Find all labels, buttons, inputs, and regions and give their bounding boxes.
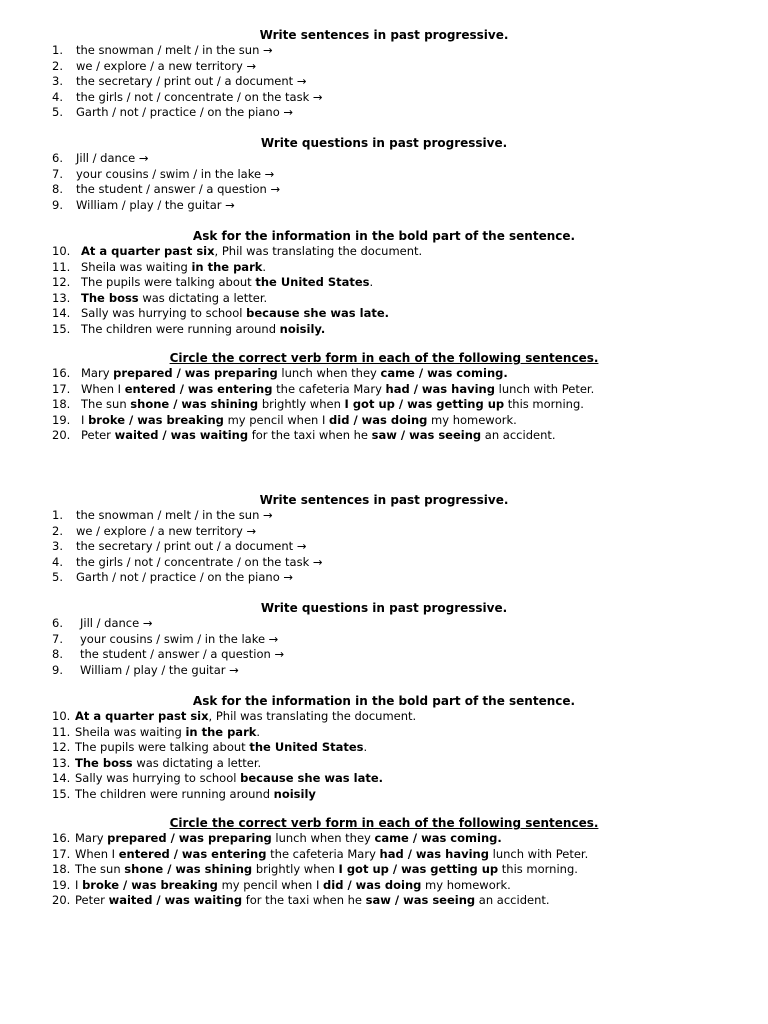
item-number: 9. [52,662,63,677]
item-number: 6. [52,151,63,165]
section-heading: Circle the correct verb form in each of the following sentences. [169,816,599,830]
item-text [80,647,284,662]
text-fragment: The sun [81,397,131,411]
item-text [75,756,261,771]
item-text [76,539,306,554]
item-number: 15. [52,321,71,336]
item-text [80,663,239,678]
item-text [76,74,306,89]
text-fragment: The sun [75,862,125,876]
item-text [81,366,508,381]
text-fragment: the student / answer / a question → [76,182,281,196]
item-number: 7. [52,631,63,646]
item-number: 3. [52,539,63,553]
item-text [75,709,416,724]
bold-fragment: broke / was breaking [82,877,218,892]
text-fragment: the girls / not / concentrate / on the task → [76,554,323,569]
item-number: 16. [52,831,71,845]
bold-fragment: had / was having [385,381,495,396]
item-number: 1. [52,43,63,57]
item-number: 16. [52,366,71,380]
item-number: 20. [52,428,71,442]
item-number: 7. [52,166,63,181]
item-text [81,428,556,443]
text-fragment: lunch with Peter. [494,381,595,396]
item-number: 10. [52,709,71,723]
item-number: 12. [52,740,71,754]
bold-fragment: broke / was breaking [88,412,224,427]
text-fragment: was dictating a letter. [138,290,268,305]
bold-fragment: The boss [75,755,133,770]
text-fragment: Peter [81,428,115,442]
bold-fragment: waited / was waiting [114,428,249,442]
item-number: 13. [52,755,71,770]
item-text [81,382,594,397]
bold-fragment: had / was having [379,846,489,861]
item-number: 15. [52,786,71,801]
bold-fragment: At a quarter past six [75,709,209,723]
text-fragment: Sheila was waiting [81,259,192,274]
item-number: 18. [52,397,71,411]
text-fragment: lunch when they [277,366,381,380]
text-fragment: Sheila was waiting [75,724,186,739]
item-number: 1. [52,508,63,522]
item-text [81,291,267,306]
text-fragment: Mary [75,831,108,845]
text-fragment: . [256,724,261,739]
item-text [81,275,373,290]
text-fragment: . [369,275,374,289]
text-fragment: we / explore / a new territory → [76,58,257,73]
text-fragment: the secretary / print out / a document → [76,74,307,88]
text-fragment: this morning. [504,397,584,411]
text-fragment: the snowman / melt / in the sun → [76,43,273,57]
item-text [76,167,274,182]
bold-fragment: because she was late. [246,306,389,320]
item-text [80,616,153,631]
bold-fragment: because she was late. [240,771,383,785]
item-number: 14. [52,306,71,320]
section-heading: Write sentences in past progressive. [259,493,509,507]
text-fragment: William / play / the guitar → [76,197,235,212]
item-number: 17. [52,846,71,861]
text-fragment: The children were running around [75,786,274,801]
item-text [81,322,325,337]
item-number: 17. [52,381,71,396]
item-text [81,306,389,321]
bold-fragment: shone / was shining [124,862,253,876]
item-text [76,105,293,120]
text-fragment: Jill / dance → [80,616,153,630]
item-number: 11. [52,724,71,739]
item-text [75,725,260,740]
bold-fragment: prepared / was preparing [113,366,278,380]
bold-fragment: shone / was shining [130,397,259,411]
text-fragment: brightly when [258,397,345,411]
item-number: 8. [52,647,63,661]
bold-fragment: did / was doing [323,877,422,892]
item-number: 4. [52,554,63,569]
item-text [76,508,273,523]
text-fragment: I [75,877,83,892]
item-text [81,397,584,412]
bold-fragment: prepared / was preparing [107,831,272,845]
text-fragment: an accident. [475,893,550,907]
text-fragment: Garth / not / practice / on the piano → [76,570,294,584]
text-fragment: The pupils were talking about [81,275,256,289]
bold-fragment: in the park [191,259,263,274]
text-fragment: William / play / the guitar → [80,662,239,677]
text-fragment: Sally was hurrying to school [81,306,247,320]
item-text [76,570,293,585]
item-number: 4. [52,89,63,104]
text-fragment: was dictating a letter. [132,755,262,770]
item-number: 20. [52,893,71,907]
item-number: 6. [52,616,63,630]
item-text [75,740,367,755]
section-heading: Write questions in past progressive. [260,136,508,150]
text-fragment: lunch with Peter. [488,846,589,861]
bold-fragment: the United States [249,740,364,754]
item-text [76,555,323,570]
item-text [76,198,235,213]
text-fragment: Jill / dance → [76,151,149,165]
item-number: 2. [52,58,63,73]
text-fragment: , Phil was translating the document. [208,709,417,723]
bold-fragment: the United States [255,275,370,289]
text-fragment: When I [75,846,119,861]
item-text [76,524,256,539]
text-fragment: brightly when [252,862,339,876]
text-fragment: we / explore / a new territory → [76,523,257,538]
section-heading: Circle the correct verb form in each of the following sentences. [169,351,599,365]
text-fragment: this morning. [498,862,578,876]
text-fragment: my pencil when I [217,877,324,892]
bold-fragment: waited / was waiting [108,893,243,907]
text-fragment: my homework. [427,412,517,427]
text-fragment: an accident. [481,428,556,442]
item-number: 9. [52,197,63,212]
text-fragment: your cousins / swim / in the lake → [80,631,279,646]
item-text [75,893,550,908]
section-heading: Ask for the information in the bold part of the sentence. [192,229,576,243]
item-number: 2. [52,523,63,538]
item-text [76,151,149,166]
text-fragment: Peter [75,893,109,907]
bold-fragment: came / was coming. [380,366,508,380]
section-heading: Ask for the information in the bold part of the sentence. [192,694,576,708]
text-fragment: When I [81,381,125,396]
bold-fragment: saw / was seeing [365,893,476,907]
bold-fragment: The boss [81,290,139,305]
item-text [75,878,511,893]
text-fragment: Garth / not / practice / on the piano → [76,105,294,119]
item-text [76,43,273,58]
section-heading: Write sentences in past progressive. [259,28,509,42]
bold-fragment: noisily [273,786,316,801]
item-number: 14. [52,771,71,785]
text-fragment: . [262,259,267,274]
item-number: 19. [52,412,71,427]
item-number: 18. [52,862,71,876]
text-fragment: for the taxi when he [248,428,372,442]
text-fragment: the secretary / print out / a document → [76,539,307,553]
item-number: 5. [52,570,63,584]
text-fragment: Mary [81,366,114,380]
bold-fragment: came / was coming. [374,831,502,845]
bold-fragment: I got up / was getting up [338,862,499,876]
section-heading: Write questions in past progressive. [260,601,508,615]
text-fragment: my pencil when I [223,412,330,427]
item-text [76,182,280,197]
text-fragment: . [363,740,368,754]
text-fragment: Sally was hurrying to school [75,771,241,785]
item-text [75,787,316,802]
item-number: 11. [52,259,71,274]
text-fragment: , Phil was translating the document. [214,244,423,258]
item-text [76,59,256,74]
bold-fragment: entered / was entering [124,381,273,396]
item-text [81,413,517,428]
item-text [81,244,422,259]
text-fragment: my homework. [421,877,511,892]
bold-fragment: entered / was entering [118,846,267,861]
item-text [75,862,578,877]
item-text [75,831,502,846]
item-number: 8. [52,182,63,196]
bold-fragment: noisily. [279,321,326,336]
item-number: 3. [52,74,63,88]
bold-fragment: saw / was seeing [371,428,482,442]
bold-fragment: in the park [185,724,257,739]
item-number: 12. [52,275,71,289]
text-fragment: the girls / not / concentrate / on the task → [76,89,323,104]
item-number: 19. [52,877,71,892]
item-number: 10. [52,244,71,258]
text-fragment: for the taxi when he [242,893,366,907]
text-fragment: the cafeteria Mary [266,846,380,861]
text-fragment: lunch when they [271,831,375,845]
text-fragment: I [81,412,89,427]
text-fragment: The children were running around [81,321,280,336]
bold-fragment: At a quarter past six [81,244,215,258]
item-number: 5. [52,105,63,119]
text-fragment: the snowman / melt / in the sun → [76,508,273,522]
bold-fragment: I got up / was getting up [344,397,505,411]
item-text [81,260,266,275]
bold-fragment: did / was doing [329,412,428,427]
item-text [75,771,383,786]
text-fragment: The pupils were talking about [75,740,250,754]
item-text [80,632,278,647]
text-fragment: the student / answer / a question → [80,647,285,661]
item-text [75,847,588,862]
text-fragment: the cafeteria Mary [272,381,386,396]
item-number: 13. [52,290,71,305]
item-text [76,90,323,105]
text-fragment: your cousins / swim / in the lake → [76,166,275,181]
